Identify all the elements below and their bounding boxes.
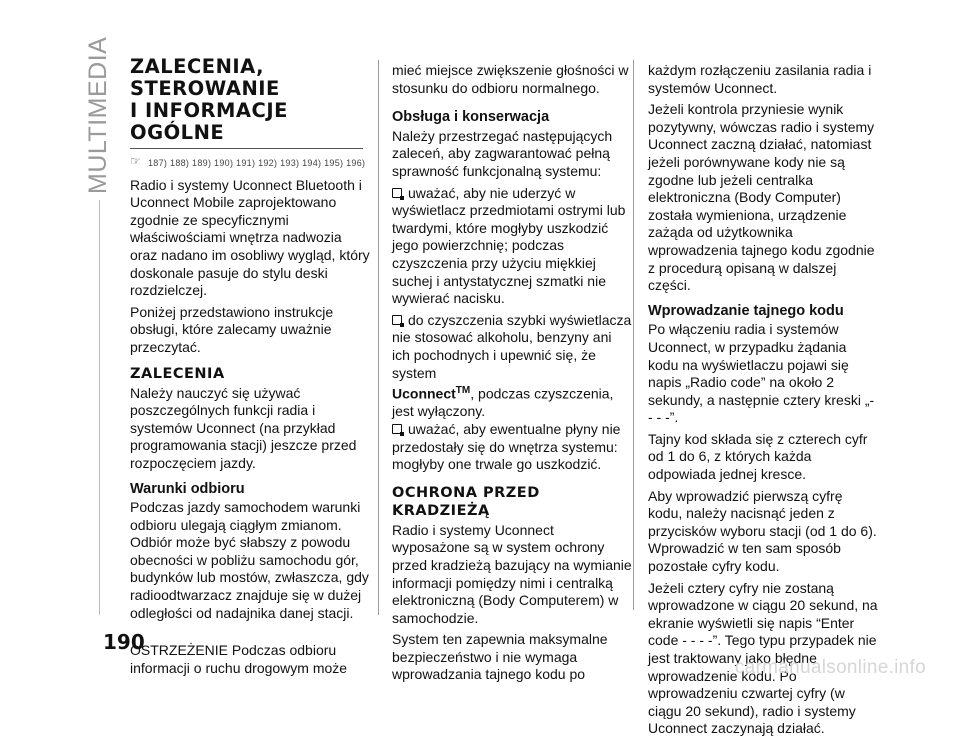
section-title bbox=[392, 484, 632, 520]
bullet-item: uważać, aby nie uderzyć w wyświetlacz przedmiotami ostrymi lub twardymi, które mogłyby uszkodzić jego powierzchnię; podczas czyszczenia przy użyciu miękkiej suchej i antystatycznej szmatki nie wywierać nacisku. bbox=[392, 184, 626, 307]
pointing-hand-icon: ☞ bbox=[130, 154, 142, 168]
paragraph: Radio i systemy Uconnect wyposażone są w system ochrony przed kradzieżą bazujący na wymianie informacji pomiędzy nimi i centralką elektroniczną (Body Computerem) w samochodzie. bbox=[392, 521, 632, 626]
reference-numbers: 187) 188) 189) 190) 191) 192) 193) 194) 195) 196) bbox=[148, 158, 366, 168]
paragraph: każdym rozłączeniu zasilania radia i systemów Uconnect. bbox=[648, 62, 872, 96]
paragraph: Radio i systemy Uconnect Bluetooth i Uconnect Mobile zaprojektowano zgodnie ze specyficznymi właściwościami wnętrza nadwozia oraz nadano im osobliwy wygląd, który doskonale pasuje do stylu deski rozdzielczej. bbox=[130, 176, 370, 299]
bullet-item: do czyszczenia szybki wyświetlacza nie stosować alkoholu, benzyny ani ich pochodnych i upewnić się, że system Uconnect™, podczas czyszczenia, jest wyłączony. bbox=[392, 311, 632, 420]
watermark: carmanualsonline.info bbox=[734, 657, 926, 678]
paragraph: Podczas jazdy samochodem warunki odbioru ulegają ciągłym zmianom. Odbiór może być słabszy z powodu obecności w pobliżu samochodu gór, budynków lub mostów, zwłaszcza, gdy radioodtwarzacz znajduje się w dużej odległości od nadajnika danej stacji. bbox=[130, 499, 369, 621]
title-rule bbox=[130, 148, 363, 149]
section-title: ZALECENIA bbox=[130, 365, 225, 382]
paragraph: Poniżej przedstawiono instrukcje obsługi, które zalecamy uważnie przeczytać. bbox=[130, 303, 334, 355]
main-title-line: OGÓLNE bbox=[130, 121, 225, 144]
paragraph: Należy nauczyć się używać poszczególnych funkcji radia i systemów Uconnect (na przykład programowania stacji) jeszcze przed rozpoczęciem jazdy. bbox=[130, 384, 357, 471]
column-divider bbox=[378, 60, 379, 615]
column-1 bbox=[130, 55, 370, 681]
paragraph: Należy przestrzegać następujących zaleceń, aby zagwarantować pełną sprawność funkcjonalną systemu: bbox=[392, 127, 613, 179]
column-3 bbox=[648, 62, 880, 742]
paragraph: Jeżeli cztery cyfry nie zostaną wprowadzone w ciągu 20 sekund, na ekranie wyświetli się napis “Enter code - - - -”. Tego typu przypadek nie jest traktowany jako błędne wprowadzenie kodu. Po wprowadzeniu czwartej cyfry (w ciągu 20 sekund), radio i systemy Uconnect zaczynają działać. bbox=[648, 579, 878, 737]
paragraph: Po włączeniu radia i systemów Uconnect, w przypadku żądania kodu na wyświetlaczu pojawi się napis „Radio code” na około 2 sekundy, a następnie cztery kreski „- - - -”. bbox=[648, 321, 875, 426]
paragraph: Tajny kod składa się z czterech cyfr od 1 do 6, z których każda odpowiada jednej kresce. bbox=[648, 430, 868, 483]
main-title-line: I INFORMACJE bbox=[130, 99, 288, 122]
paragraph: System ten zapewnia maksymalne bezpieczeństwo i nie wymaga wprowadzania tajnego kodu po bbox=[392, 631, 608, 683]
column-2 bbox=[392, 62, 632, 688]
trademark-sign: TM bbox=[455, 385, 471, 397]
bullet-icon bbox=[392, 188, 402, 198]
main-title-line: STEROWANIE bbox=[130, 77, 280, 100]
section-side-label bbox=[84, 36, 114, 194]
bullet-icon bbox=[392, 424, 402, 434]
bullet-item: uważać, aby ewentualne płyny nie przedostały się do wnętrza systemu: mogłyby one trwale go uszkodzić. bbox=[392, 420, 621, 473]
paragraph: mieć miejsce zwiększenie głośności w stosunku do odbioru normalnego. bbox=[392, 62, 629, 96]
paragraph: Jeżeli kontrola przyniesie wynik pozytywny, wówczas radio i systemy Uconnect zaczną działać, natomiast jeżeli porównywane kody nie są zgodne lub jeżeli centralka elektroniczna (Body Computer) została wymieniona, urządzenie zażąda od użytkownika wprowadzenia tajnego kodu zgodnie z procedurą opisaną w dalszej części. bbox=[648, 101, 875, 294]
section-title-line: KRADZIEŻĄ bbox=[392, 502, 490, 519]
warning-references bbox=[130, 154, 370, 173]
paragraph: Aby wprowadzić pierwszą cyfrę kodu, należy nacisnąć jeden z przycisków wyboru stacji (od 1 do 6). Wprowadzić w ten sam sposób pozostałe cyfry kodu. bbox=[648, 487, 877, 575]
side-label-text: MULTIMEDIA bbox=[84, 36, 112, 194]
brand-name: Uconnect bbox=[392, 385, 456, 402]
bullet-icon bbox=[392, 315, 402, 325]
section-title-line: OCHRONA PRZED bbox=[392, 484, 540, 501]
subsection-title: Obsługa i konserwacja bbox=[392, 109, 550, 126]
main-title-line: ZALECENIA, bbox=[130, 55, 265, 78]
subsection-title: Warunki odbioru bbox=[130, 480, 245, 497]
main-title bbox=[130, 56, 370, 144]
column-divider bbox=[633, 60, 634, 610]
page-number: 190 bbox=[103, 630, 145, 654]
subsection-title: Wprowadzanie tajnego kodu bbox=[648, 302, 844, 319]
side-divider bbox=[99, 200, 100, 615]
paragraph: OSTRZEŻENIE Podczas odbioru informacji o ruchu drogowym może bbox=[130, 642, 348, 676]
